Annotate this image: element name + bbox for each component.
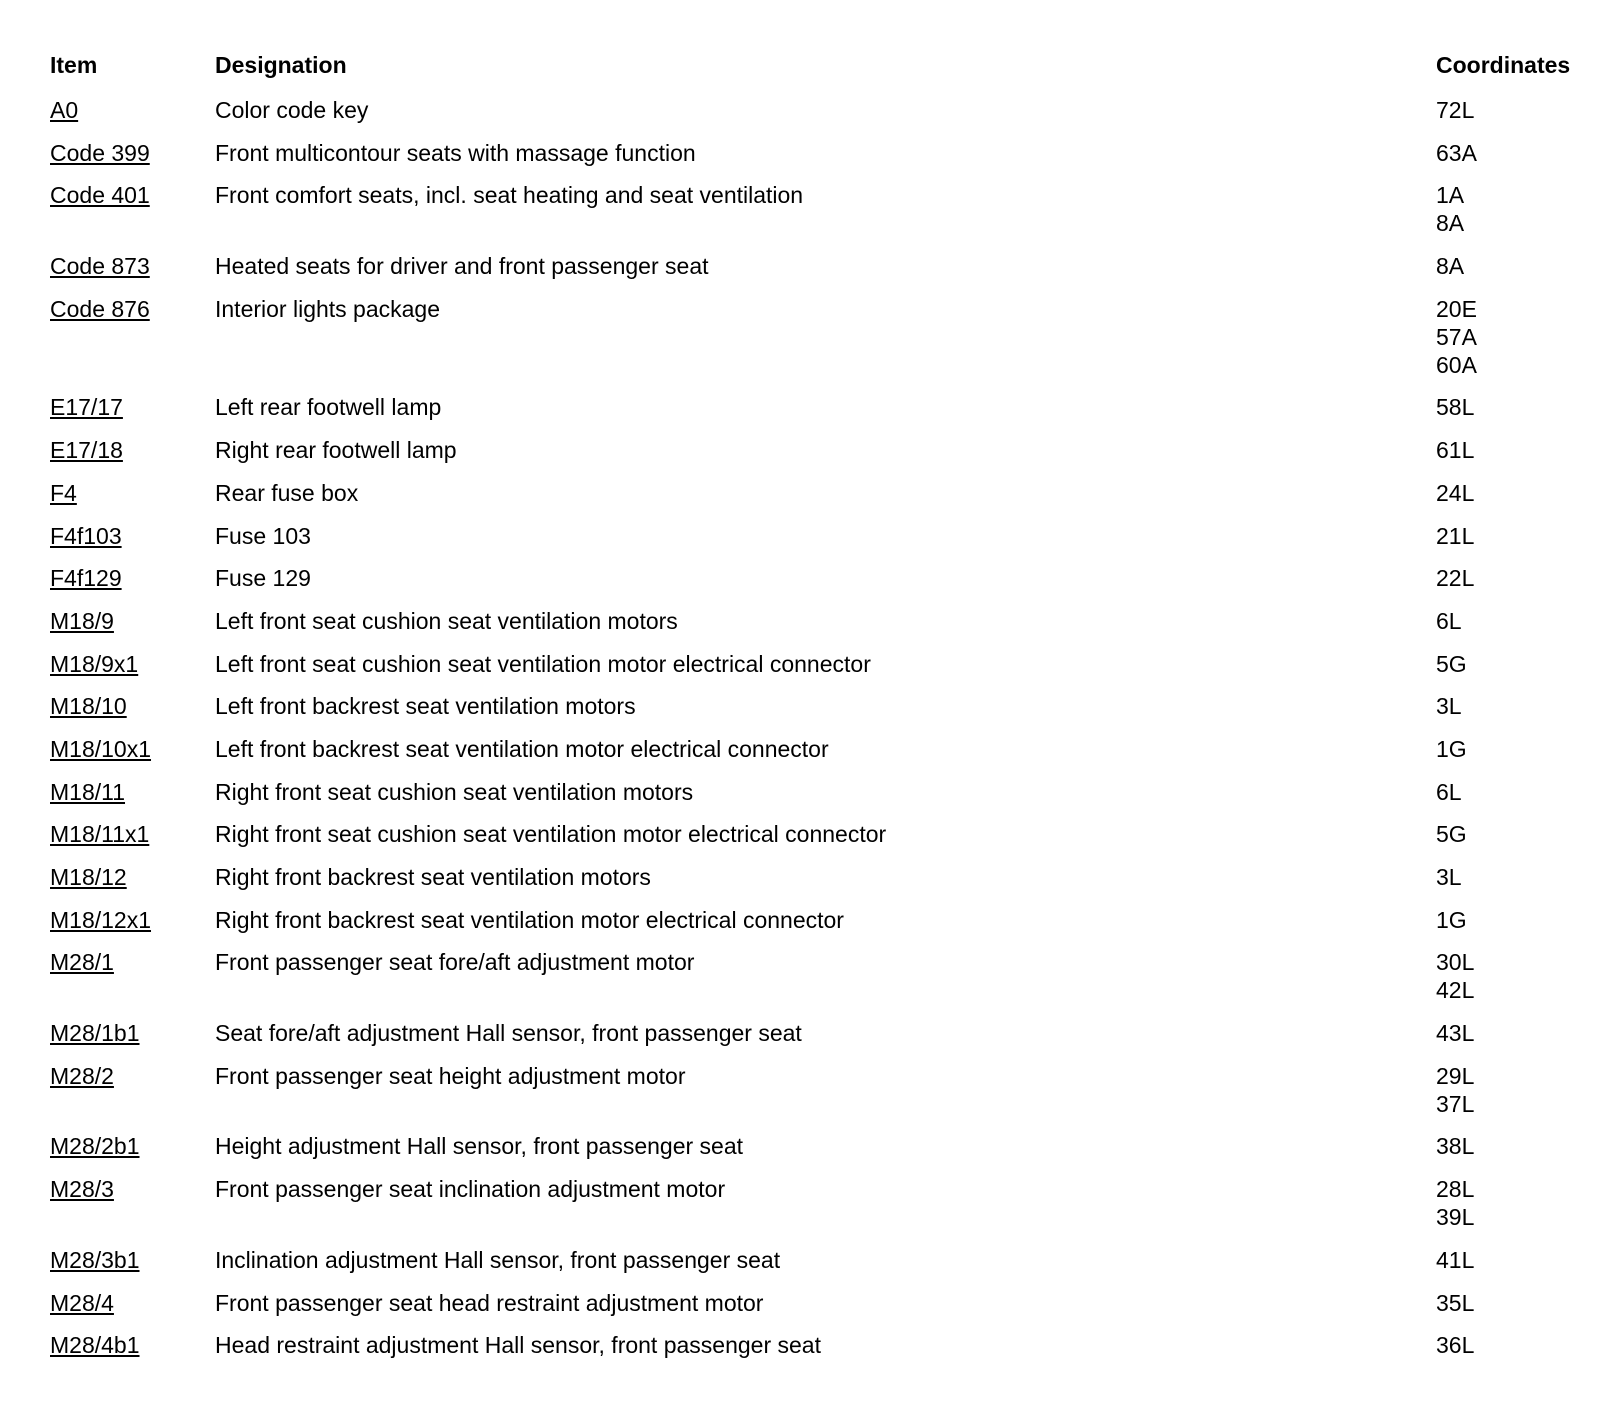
- item-link[interactable]: M18/11x1: [50, 821, 150, 848]
- coordinates-cell: [1436, 778, 1600, 806]
- designation-cell: Left rear footwell lamp: [215, 394, 442, 421]
- item-cell: [50, 1175, 114, 1203]
- item-link[interactable]: F4f103: [50, 522, 122, 549]
- item-link[interactable]: M28/1: [50, 949, 114, 976]
- table-row: [0, 1019, 1600, 1062]
- item-cell: [50, 1132, 140, 1160]
- designation-cell: Right front seat cushion seat ventilation motors: [215, 778, 694, 805]
- item-link[interactable]: M28/3b1: [50, 1246, 140, 1273]
- item-link[interactable]: M18/9x1: [50, 650, 139, 677]
- coordinate-value: 72L: [1436, 97, 1475, 123]
- coordinates-cell: [1436, 436, 1600, 464]
- item-link[interactable]: M18/12: [50, 864, 127, 890]
- designation-cell: Front passenger seat inclination adjustment motor: [215, 1176, 726, 1203]
- item-cell: [50, 564, 122, 592]
- designation-cell: Right front seat cushion seat ventilation motor electrical connector: [215, 821, 887, 848]
- header-designation: Designation: [215, 52, 347, 78]
- item-link[interactable]: M18/10: [50, 693, 127, 720]
- item-link[interactable]: Code 876: [50, 295, 150, 322]
- coordinate-value: 3L: [1436, 864, 1462, 890]
- item-link[interactable]: M28/2: [50, 1062, 114, 1089]
- item-link[interactable]: Code 401: [50, 182, 150, 209]
- coordinate-value: 8A: [1436, 253, 1465, 280]
- item-cell: [50, 906, 151, 934]
- coordinate-value: 63A: [1436, 139, 1477, 166]
- coordinate-value: 24L: [1436, 479, 1475, 506]
- item-link[interactable]: F4: [50, 479, 77, 506]
- item-link[interactable]: M28/4b1: [50, 1332, 140, 1359]
- coordinate-value: 3L: [1436, 693, 1462, 720]
- coordinates-cell: [1436, 1289, 1600, 1317]
- table-row: [0, 820, 1600, 863]
- header-coordinates: Coordinates: [1436, 52, 1571, 78]
- table-row: [0, 1175, 1600, 1246]
- item-cell: [50, 252, 150, 280]
- table-row: [0, 139, 1600, 182]
- designation-cell: Front passenger seat head restraint adjustment motor: [215, 1289, 764, 1316]
- designation-cell: Interior lights package: [215, 295, 441, 322]
- designation-cell: Left front seat cushion seat ventilation motor electrical connector: [215, 650, 871, 677]
- item-link[interactable]: M28/2b1: [50, 1133, 140, 1160]
- table-row: [0, 735, 1600, 778]
- item-link[interactable]: F4f129: [50, 565, 122, 592]
- table-row: [0, 252, 1600, 295]
- table-row: [0, 295, 1600, 394]
- table-row: [0, 692, 1600, 735]
- designation-cell: Left front backrest seat ventilation motors: [215, 693, 636, 720]
- coordinates-cell: [1436, 522, 1600, 550]
- item-cell: [50, 295, 150, 323]
- item-cell: [50, 778, 125, 806]
- coordinate-value: 35L: [1436, 1289, 1475, 1316]
- coordinates-cell: [1436, 295, 1600, 379]
- table-row: [0, 1246, 1600, 1289]
- item-cell: [50, 1331, 140, 1359]
- coordinates-cell: [1436, 181, 1600, 237]
- designation-cell: Right rear footwell lamp: [215, 437, 457, 464]
- designation-cell: Right front backrest seat ventilation motors: [215, 864, 651, 890]
- coordinates-cell: [1436, 1062, 1600, 1118]
- header-item: Item: [50, 52, 98, 78]
- designation-cell: Left front seat cushion seat ventilation motors: [215, 607, 678, 634]
- designation-cell: Fuse 129: [215, 565, 311, 592]
- table-row: [0, 948, 1600, 1019]
- coordinates-cell: [1436, 252, 1600, 280]
- item-link[interactable]: E17/18: [50, 437, 123, 464]
- item-link[interactable]: M28/1b1: [50, 1020, 140, 1047]
- coordinate-value: 8A: [1436, 210, 1465, 237]
- designation-cell: Front comfort seats, incl. seat heating and seat ventilation: [215, 182, 804, 209]
- table-row: [0, 1062, 1600, 1133]
- coordinate-value: 57A: [1436, 323, 1477, 350]
- table-row: [0, 564, 1600, 607]
- coordinates-cell: [1436, 820, 1600, 848]
- coordinate-value: 38L: [1436, 1133, 1475, 1160]
- designation-cell: Inclination adjustment Hall sensor, front passenger seat: [215, 1246, 781, 1273]
- item-cell: [50, 96, 78, 124]
- coordinate-value: 20E: [1436, 295, 1477, 322]
- item-cell: [50, 1062, 114, 1090]
- item-cell: [50, 181, 150, 209]
- item-cell: [50, 692, 127, 720]
- coordinate-value: 6L: [1436, 607, 1462, 634]
- coordinates-cell: [1436, 1019, 1600, 1047]
- table-row: [0, 650, 1600, 693]
- coordinate-value: 1G: [1436, 735, 1467, 762]
- table-row: [0, 96, 1600, 139]
- table-row: [0, 1331, 1600, 1374]
- table-row: [0, 1132, 1600, 1175]
- table-row: [0, 181, 1600, 252]
- coordinates-cell: [1436, 906, 1600, 934]
- coordinate-value: 60A: [1436, 351, 1477, 378]
- coordinate-value: 5G: [1436, 650, 1467, 677]
- coordinate-value: 21L: [1436, 522, 1475, 549]
- item-cell: [50, 1019, 140, 1047]
- table-row: [0, 1289, 1600, 1332]
- coordinates-cell: [1436, 1331, 1600, 1359]
- designation-cell: Left front backrest seat ventilation motor electrical connector: [215, 735, 829, 762]
- coordinates-cell: [1436, 735, 1600, 763]
- item-link[interactable]: M28/3: [50, 1176, 114, 1203]
- coordinate-value: 41L: [1436, 1246, 1475, 1273]
- item-cell: [50, 393, 123, 421]
- coordinate-value: 58L: [1436, 394, 1475, 421]
- item-link[interactable]: A0: [50, 97, 79, 123]
- coordinates-cell: [1436, 96, 1600, 124]
- item-link[interactable]: M18/12x1: [50, 906, 152, 933]
- designation-cell: Heated seats for driver and front passenger seat: [215, 253, 709, 280]
- designation-cell: Color code key: [215, 97, 369, 123]
- item-cell: [50, 522, 122, 550]
- item-cell: [50, 735, 151, 763]
- designation-cell: Fuse 103: [215, 522, 311, 549]
- coordinates-cell: [1436, 1246, 1600, 1274]
- item-cell: [50, 650, 138, 678]
- designation-cell: Rear fuse box: [215, 479, 359, 506]
- coordinates-cell: [1436, 948, 1600, 1004]
- coordinate-value: 22L: [1436, 565, 1475, 592]
- coordinate-value: 28L: [1436, 1176, 1475, 1203]
- item-cell: [50, 863, 127, 891]
- item-cell: [50, 1289, 114, 1317]
- coordinates-cell: [1436, 692, 1600, 720]
- item-cell: [50, 1246, 140, 1274]
- coordinates-cell: [1436, 1132, 1600, 1160]
- item-link[interactable]: M28/4: [50, 1289, 114, 1316]
- item-cell: [50, 139, 150, 167]
- item-link[interactable]: M18/9: [50, 607, 114, 634]
- table-header: [0, 52, 1600, 82]
- item-cell: [50, 436, 123, 464]
- table-row: [0, 479, 1600, 522]
- coordinate-value: 1A: [1436, 182, 1465, 209]
- coordinate-value: 36L: [1436, 1332, 1475, 1359]
- designation-cell: Height adjustment Hall sensor, front passenger seat: [215, 1133, 744, 1160]
- coordinate-value: 5G: [1436, 821, 1467, 848]
- table-row: [0, 607, 1600, 650]
- designation-cell: Right front backrest seat ventilation motor electrical connector: [215, 906, 844, 933]
- table-row: [0, 393, 1600, 436]
- coordinates-cell: [1436, 1175, 1600, 1231]
- designation-cell: Front passenger seat fore/aft adjustment motor: [215, 949, 695, 976]
- item-link[interactable]: M18/11: [50, 778, 126, 805]
- coordinate-value: 1G: [1436, 906, 1467, 933]
- table-row: [0, 863, 1600, 906]
- coordinate-value: 37L: [1436, 1090, 1475, 1117]
- coordinate-value: 43L: [1436, 1020, 1475, 1047]
- coordinates-cell: [1436, 650, 1600, 678]
- coordinates-cell: [1436, 393, 1600, 421]
- table-row: [0, 436, 1600, 479]
- item-link[interactable]: Code 399: [50, 139, 150, 166]
- table-row: [0, 778, 1600, 821]
- item-cell: [50, 607, 114, 635]
- coordinate-value: 39L: [1436, 1204, 1475, 1231]
- table-row: [0, 906, 1600, 949]
- item-link[interactable]: M18/10x1: [50, 735, 152, 762]
- designation-cell: Front passenger seat height adjustment motor: [215, 1062, 686, 1089]
- item-cell: [50, 479, 77, 507]
- table-row: [0, 522, 1600, 565]
- item-cell: [50, 820, 149, 848]
- item-cell: [50, 948, 114, 976]
- coordinates-cell: [1436, 863, 1600, 891]
- coordinate-value: 30L: [1436, 949, 1475, 976]
- coordinates-cell: [1436, 479, 1600, 507]
- coordinate-value: 61L: [1436, 437, 1475, 464]
- designation-cell: Seat fore/aft adjustment Hall sensor, front passenger seat: [215, 1020, 802, 1047]
- coordinates-cell: [1436, 139, 1600, 167]
- item-link[interactable]: E17/17: [50, 394, 123, 421]
- coordinates-cell: [1436, 607, 1600, 635]
- designation-cell: Head restraint adjustment Hall sensor, front passenger seat: [215, 1332, 821, 1359]
- table-body: [0, 96, 1600, 1374]
- coordinates-cell: [1436, 564, 1600, 592]
- item-link[interactable]: Code 873: [50, 253, 150, 280]
- coordinate-value: 6L: [1436, 778, 1462, 805]
- designation-cell: Front multicontour seats with massage function: [215, 139, 696, 166]
- coordinate-value: 29L: [1436, 1062, 1475, 1089]
- coordinate-value: 42L: [1436, 977, 1475, 1004]
